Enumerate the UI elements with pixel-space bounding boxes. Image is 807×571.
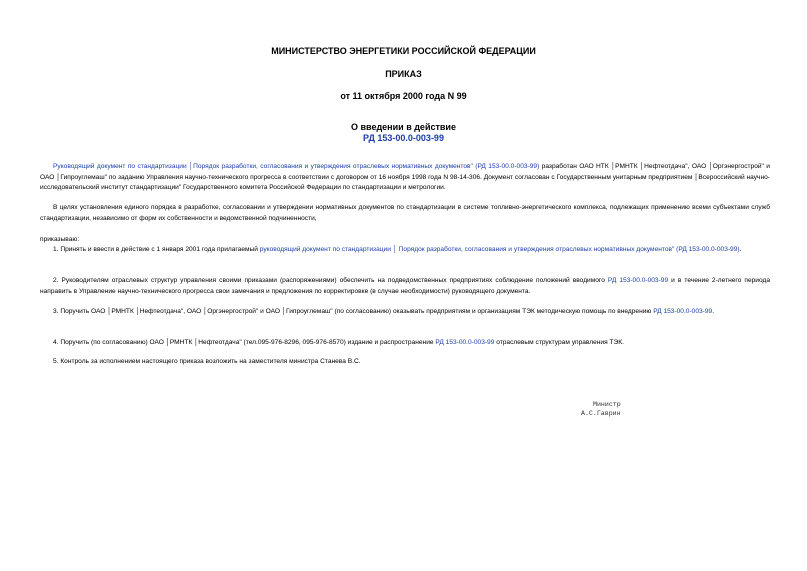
item-3-document-link[interactable]: РД 153-00.0-003-99 <box>653 308 713 315</box>
item-1-paragraph <box>40 245 770 256</box>
ministry-title: МИНИСТЕРСТВО ЭНЕРГЕТИКИ РОССИЙСКОЙ ФЕДЕРАЦИИ <box>271 46 536 56</box>
item-3-text: 3. Поручить ОАО │РМНТК │Нефтеотдача", ОАО │Оргэнергострой" и ОАО │Гипроуглемаш" (по согласованию) оказывать предприятиям и организациям ТЭК методическую помощь по внедрению <box>53 308 654 315</box>
item-5-paragraph <box>40 357 770 368</box>
item-1-text: 1. Принять и ввести в действие с 1 января 2001 года прилагаемый <box>53 246 260 253</box>
signatory-title: Министр <box>593 401 621 408</box>
item-2-end: и в течение 2-летнего периода направить в Управление научно-технического прогресса свои замечания и предложения по корректировке (в случае необходимости) руководящего документа. <box>40 277 771 295</box>
item-2-paragraph <box>40 276 770 297</box>
item-5-text: 5. Контроль за исполнением настоящего приказа возложить на заместителя министра Станева В.С. <box>53 358 361 365</box>
item-4-end: отраслевым структурам управления ТЭК. <box>494 339 624 346</box>
item-4-document-link[interactable]: РД 153-00.0-003-99 <box>435 339 495 346</box>
item-1-end: . <box>739 246 742 253</box>
item-3-end: . <box>712 308 715 315</box>
intro-paragraph <box>40 162 770 194</box>
item-2-document-link[interactable]: РД 153-00.0-003-99 <box>607 277 669 284</box>
purpose-paragraph <box>40 203 770 224</box>
subject-document-link[interactable]: РД 153-00.0-003-99 <box>363 133 444 143</box>
signatory-name: А.С.Гаврин <box>581 410 621 417</box>
item-2-text: 2. Руководителям отраслевых структур управления своими приказами (распоряжениями) обеспечить на подведомственных предприятиях соблюдение положений вводимого <box>53 277 608 284</box>
order-date-number: от 11 октября 2000 года N 99 <box>340 91 467 101</box>
purpose-text: В целях установления единого порядка в разработке, согласовании и утверждении нормативных документов по стандартизации в системе топливно-энергетического комплекса, подлежащих применению всеми субъектами служб стандартизации, независимо от форм их собственности и ведомственной подчиненности, <box>40 204 770 222</box>
order-subject: О введении в действие <box>351 122 456 132</box>
order-word: приказываю: <box>40 236 80 243</box>
guidance-document-link[interactable]: Руководящий документ по стандартизации │Порядок разработки, согласования и утверждения отраслевых нормативных документов" (РД 153-00.0-003-99) <box>53 163 540 170</box>
item-3-paragraph <box>40 307 770 318</box>
intro-text: разработан ОАО НТК │РМНТК │Нефтеотдача", ОАО │Оргэнергострой" и ОАО │Гипроуглемаш" по заданию Управления научно-технического прогресса в соответствии с договором от 16 ноября 1998 года N 98-14-306. Документ согласован с Государственным унитарным предприятием │Всероссийский научно-исследовательский институт стандартизации" Государственного комитета Российской Федерации по стандартизации и метрологии. <box>40 163 770 191</box>
document-type: ПРИКАЗ <box>385 69 422 79</box>
item-1-document-link[interactable]: руководящий документ по стандартизации │ Порядок разработки, согласования и утверждения отраслевых нормативных документов" (РД 153-00.0-003-99) <box>259 246 740 253</box>
item-4-paragraph <box>40 338 770 349</box>
item-4-text: 4. Поручить (по согласованию) ОАО │РМНТК │Нефтеотдача" (тел.095-976-8296, 095-976-8570) издание и распространение <box>53 339 436 346</box>
